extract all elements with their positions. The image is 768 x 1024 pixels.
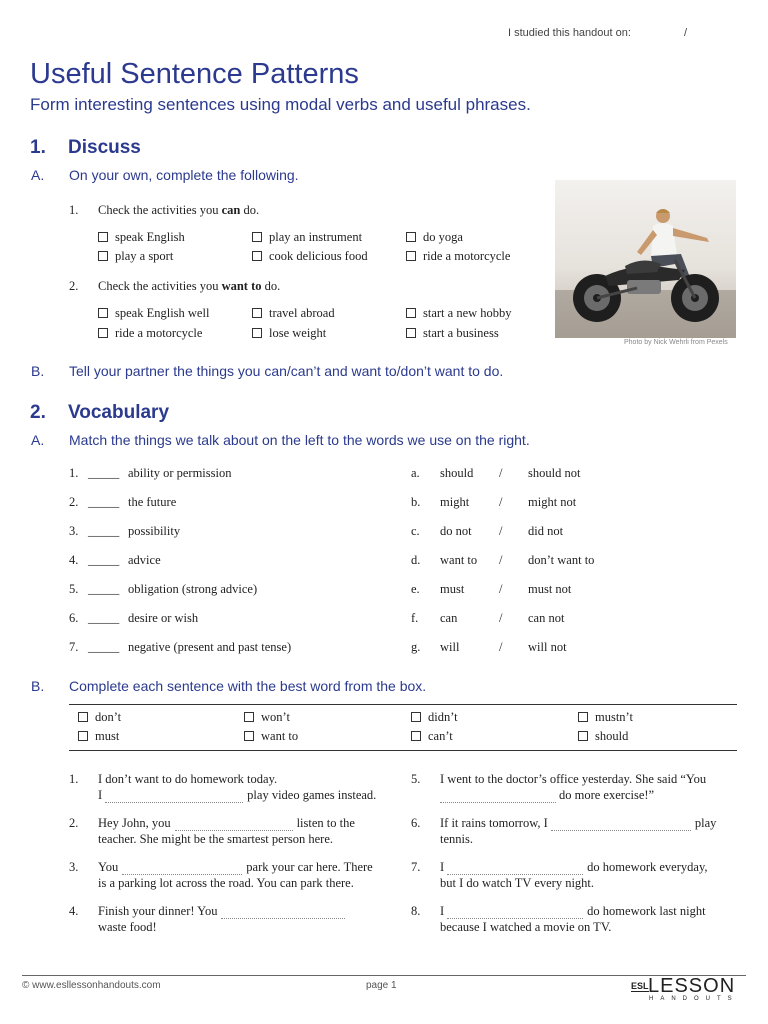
sentence-4-line-1: Finish your dinner! You bbox=[98, 904, 345, 919]
match-left-row: 6. _____ desire or wish bbox=[69, 611, 199, 625]
sentence-5-line-1: I went to the doctor’s office yesterday. She said “You bbox=[440, 772, 707, 786]
match-left-row: 2. _____ the future bbox=[69, 495, 177, 509]
checkbox[interactable] bbox=[98, 232, 108, 242]
checkbox[interactable] bbox=[98, 251, 108, 261]
checkbox[interactable] bbox=[406, 251, 416, 261]
sentence-7-line-2: but I do watch TV every night. bbox=[440, 876, 595, 890]
esl-lesson-handouts-logo: ESL LESSON HANDOUTS bbox=[631, 975, 739, 1002]
q2-checkbox-item[interactable]: travel abroad bbox=[252, 306, 335, 321]
checkbox[interactable] bbox=[78, 731, 88, 741]
sentence-number: 3. bbox=[69, 860, 79, 874]
q2-number: 2. bbox=[69, 279, 79, 293]
footer-copyright[interactable]: © www.esllessonhandouts.com bbox=[22, 980, 161, 991]
word-box-item[interactable]: didn’t bbox=[411, 710, 458, 725]
q1-checkbox-item[interactable]: play a sport bbox=[98, 249, 173, 264]
section-1b-instruction: Tell your partner the things you can/can’t and want to/don’t want to do. bbox=[69, 363, 504, 379]
match-right-row: e. must / must not bbox=[411, 582, 572, 596]
sentence-7-line-1: I do homework everyday, bbox=[440, 860, 708, 874]
q1-checkbox-item[interactable]: speak English bbox=[98, 230, 185, 245]
q1-checkbox-item[interactable]: cook delicious food bbox=[252, 249, 368, 264]
match-left-row: 3. _____ possibility bbox=[69, 524, 181, 538]
match-blank[interactable]: _____ bbox=[88, 640, 120, 654]
q1-checkbox-item[interactable]: ride a motorcycle bbox=[406, 249, 510, 264]
checkbox[interactable] bbox=[244, 731, 254, 741]
checkbox[interactable] bbox=[98, 308, 108, 318]
sentence-number: 5. bbox=[411, 772, 421, 786]
q2-checkbox-item[interactable]: start a business bbox=[406, 326, 499, 341]
match-left-row: 5. _____ obligation (strong advice) bbox=[69, 582, 258, 596]
section-1-number: 1. bbox=[30, 137, 46, 158]
word-box-bottom-rule bbox=[69, 750, 737, 751]
answer-blank[interactable] bbox=[221, 906, 345, 919]
checkbox[interactable] bbox=[411, 712, 421, 722]
match-left-row: 1. _____ ability or permission bbox=[69, 466, 232, 480]
checkbox[interactable] bbox=[578, 712, 588, 722]
answer-blank[interactable] bbox=[440, 790, 556, 803]
match-blank[interactable]: _____ bbox=[88, 495, 120, 509]
match-blank[interactable]: _____ bbox=[88, 524, 120, 538]
q1-checkbox-item[interactable]: do yoga bbox=[406, 230, 463, 245]
answer-blank[interactable] bbox=[447, 906, 583, 919]
checkbox[interactable] bbox=[406, 308, 416, 318]
sentence-5-line-2: do more exercise!” bbox=[440, 788, 654, 803]
sentence-3-line-1: You park your car here. There bbox=[98, 860, 373, 874]
sentence-number: 1. bbox=[69, 772, 79, 786]
section-2-title: Vocabulary bbox=[68, 402, 170, 423]
sentence-8-line-2: because I watched a movie on TV. bbox=[440, 920, 612, 934]
match-right-row: f. can / can not bbox=[411, 611, 565, 625]
word-box-item[interactable]: can’t bbox=[411, 729, 453, 744]
word-box-top-rule bbox=[69, 704, 737, 705]
sentence-1-line-1: I don’t want to do homework today. bbox=[98, 772, 278, 786]
match-right-row: c. do not / did not bbox=[411, 524, 564, 538]
checkbox[interactable] bbox=[252, 232, 262, 242]
sentence-1-line-2: I play video games instead. bbox=[98, 788, 377, 802]
word-box-item[interactable]: must bbox=[78, 729, 119, 744]
answer-blank[interactable] bbox=[447, 862, 583, 875]
checkbox[interactable] bbox=[411, 731, 421, 741]
match-blank[interactable]: _____ bbox=[88, 553, 120, 567]
answer-blank[interactable] bbox=[105, 790, 243, 803]
section-1b-letter: B. bbox=[31, 363, 45, 379]
q1-checkbox-item[interactable]: play an instrument bbox=[252, 230, 362, 245]
section-2-number: 2. bbox=[30, 402, 46, 423]
checkbox[interactable] bbox=[252, 308, 262, 318]
photo-credit: Photo by Nick Wehrli from Pexels bbox=[624, 339, 728, 346]
date-slash: / bbox=[684, 27, 688, 39]
answer-blank[interactable] bbox=[175, 818, 293, 831]
section-2a-instruction: Match the things we talk about on the left to the words we use on the right. bbox=[69, 432, 530, 448]
sentence-8-line-1: I do homework last night bbox=[440, 904, 706, 918]
section-2b-letter: B. bbox=[31, 678, 45, 694]
checkbox[interactable] bbox=[252, 251, 262, 261]
sentence-2-line-2: teacher. She might be the smartest person here. bbox=[98, 832, 333, 846]
motorcycle-photo bbox=[555, 180, 736, 338]
q2-checkbox-item[interactable]: ride a motorcycle bbox=[98, 326, 202, 341]
q1-number: 1. bbox=[69, 203, 79, 217]
match-left-row: 7. _____ negative (present and past tense) bbox=[69, 640, 292, 654]
answer-blank[interactable] bbox=[551, 818, 691, 831]
sentence-2-line-1: Hey John, you listen to the bbox=[98, 816, 355, 830]
section-1-title: Discuss bbox=[68, 137, 141, 158]
checkbox[interactable] bbox=[244, 712, 254, 722]
answer-blank[interactable] bbox=[122, 862, 242, 875]
page-subtitle: Form interesting sentences using modal verbs and useful phrases. bbox=[30, 95, 531, 114]
checkbox[interactable] bbox=[406, 232, 416, 242]
q2-checkbox-item[interactable]: speak English well bbox=[98, 306, 209, 321]
match-right-row: d. want to / don’t want to bbox=[411, 553, 595, 567]
q1-prompt: Check the activities you can do. bbox=[98, 203, 260, 217]
checkbox[interactable] bbox=[252, 328, 262, 338]
footer-rule bbox=[22, 975, 746, 976]
match-right-row: b. might / might not bbox=[411, 495, 577, 509]
section-2b-instruction: Complete each sentence with the best word from the box. bbox=[69, 678, 427, 694]
word-box-item[interactable]: don’t bbox=[78, 710, 121, 725]
q2-checkbox-item[interactable]: lose weight bbox=[252, 326, 326, 341]
sentence-number: 2. bbox=[69, 816, 79, 830]
sentence-4-line-2: waste food! bbox=[98, 920, 157, 934]
checkbox[interactable] bbox=[78, 712, 88, 722]
checkbox[interactable] bbox=[98, 328, 108, 338]
match-blank[interactable]: _____ bbox=[88, 582, 120, 596]
q2-checkbox-item[interactable]: start a new hobby bbox=[406, 306, 512, 321]
footer-page-number: page 1 bbox=[366, 980, 397, 991]
sentence-number: 8. bbox=[411, 904, 421, 918]
studied-on-label: I studied this handout on: / bbox=[508, 27, 688, 39]
match-right-row: g. will / will not bbox=[411, 640, 567, 654]
checkbox[interactable] bbox=[578, 731, 588, 741]
word-box-item[interactable]: mustn’t bbox=[578, 710, 633, 725]
sentence-6-line-1: If it rains tomorrow, I play bbox=[440, 816, 717, 830]
match-blank[interactable]: _____ bbox=[88, 611, 120, 625]
match-left-row: 4. _____ advice bbox=[69, 553, 161, 567]
q2-prompt: Check the activities you want to do. bbox=[98, 279, 281, 293]
word-box-item[interactable]: want to bbox=[244, 729, 298, 744]
checkbox[interactable] bbox=[406, 328, 416, 338]
section-1a-letter: A. bbox=[31, 167, 45, 183]
word-box-item[interactable]: won’t bbox=[244, 710, 290, 725]
sentence-number: 6. bbox=[411, 816, 421, 830]
section-2a-letter: A. bbox=[31, 432, 45, 448]
sentence-6-line-2: tennis. bbox=[440, 832, 473, 846]
section-1a-instruction: On your own, complete the following. bbox=[69, 167, 299, 183]
word-box-item[interactable]: should bbox=[578, 729, 628, 744]
match-blank[interactable]: _____ bbox=[88, 466, 120, 480]
sentence-3-line-2: is a parking lot across the road. You can park there. bbox=[98, 876, 354, 890]
sentence-number: 4. bbox=[69, 904, 79, 918]
sentence-number: 7. bbox=[411, 860, 421, 874]
match-right-row: a. should / should not bbox=[411, 466, 581, 480]
page-title: Useful Sentence Patterns bbox=[30, 58, 359, 90]
